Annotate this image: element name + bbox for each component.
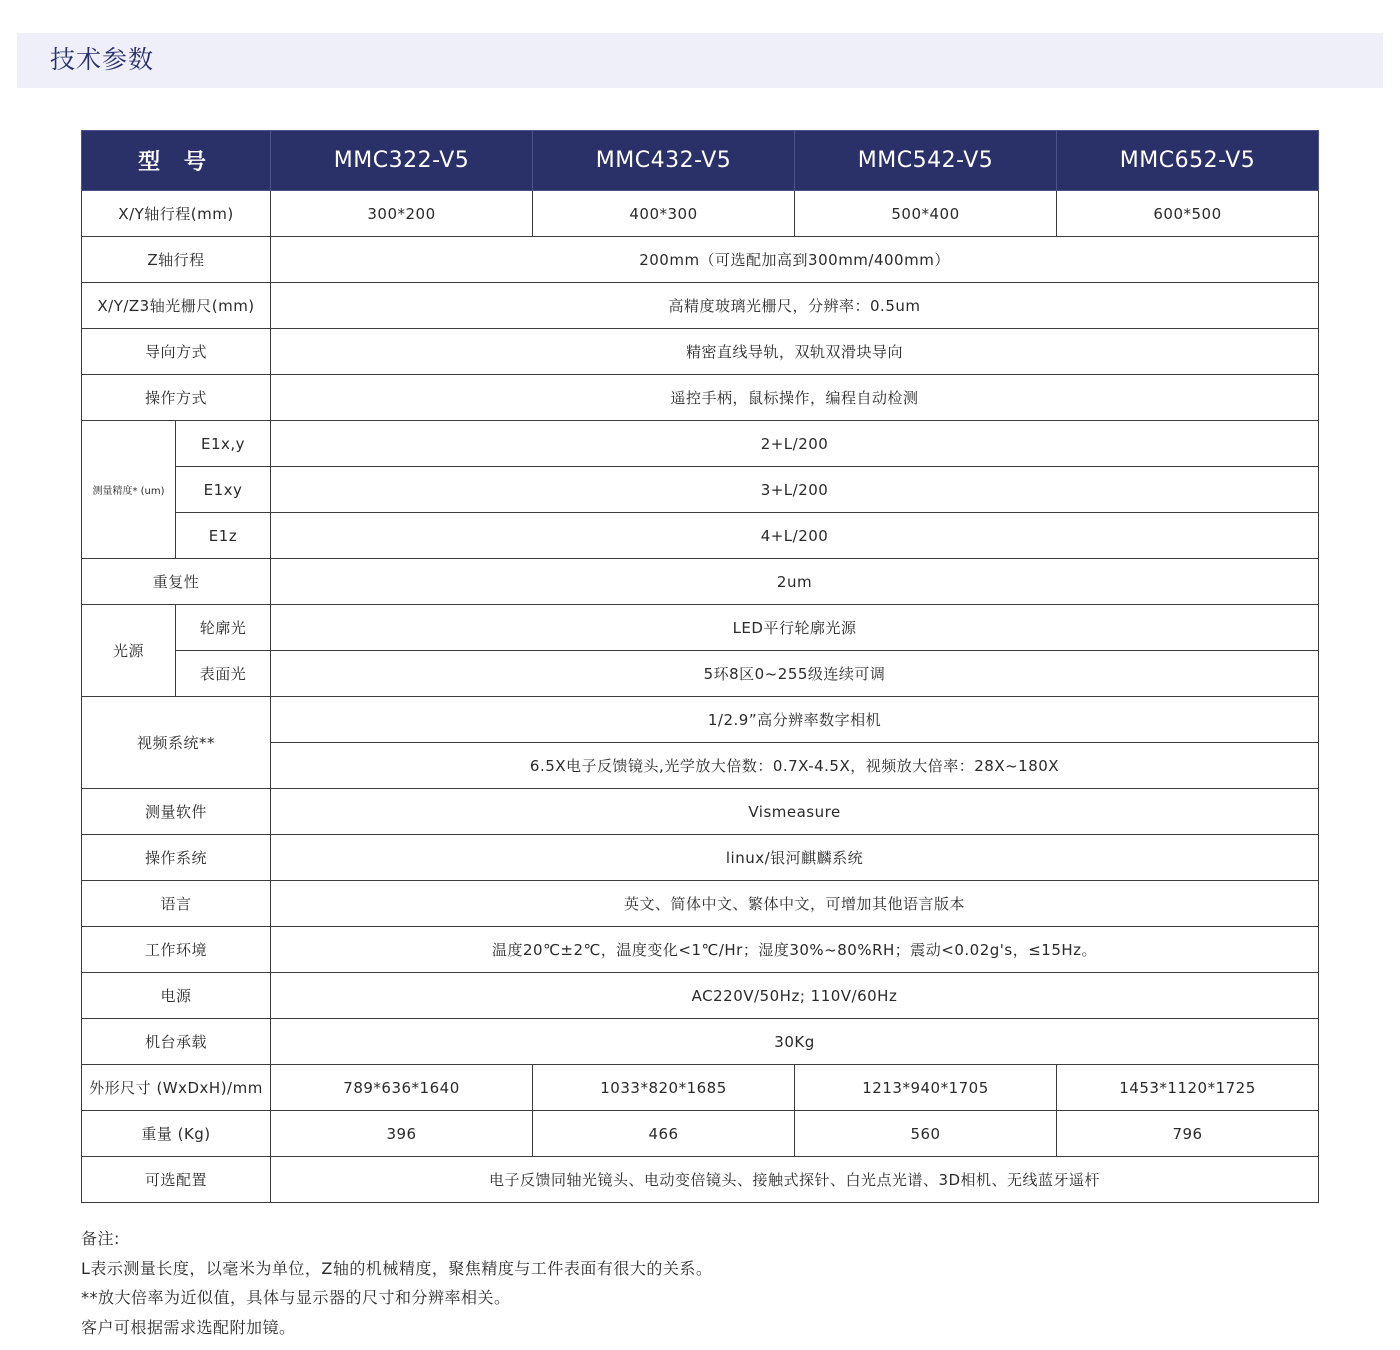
cell-value: 466 [533, 1111, 795, 1157]
cell-value: 796 [1057, 1111, 1319, 1157]
row-os [82, 835, 1319, 881]
row-sublabel: E1x,y [176, 421, 271, 467]
note-line: 客户可根据需求选配附加镜。 [81, 1317, 296, 1337]
notes-heading: 备注: [81, 1229, 120, 1248]
row-operation [82, 375, 1319, 421]
cell-value: linux/银河麒麟系统 [271, 835, 1319, 881]
row-accuracy-3 [82, 513, 1319, 559]
row-dimensions [82, 1065, 1319, 1111]
row-sublabel: 表面光 [176, 651, 271, 697]
cell-value: 精密直线导轨，双轨双滑块导向 [271, 329, 1319, 375]
cell-value: 300*200 [271, 191, 533, 237]
row-language [82, 881, 1319, 927]
row-z-travel [82, 237, 1319, 283]
row-label: 电源 [82, 973, 271, 1019]
cell-value: 200mm（可选配加高到300mm/400mm） [271, 237, 1319, 283]
row-load [82, 1019, 1319, 1065]
row-guide [82, 329, 1319, 375]
cell-value: 2um [271, 559, 1319, 605]
row-environment [82, 927, 1319, 973]
row-video-1 [82, 697, 1319, 743]
section-title: 技术参数 [50, 45, 155, 74]
row-label: 导向方式 [82, 329, 271, 375]
row-grating [82, 283, 1319, 329]
cell-value: 高精度玻璃光栅尺，分辨率：0.5um [271, 283, 1319, 329]
note-line: **放大倍率为近似值，具体与显示器的尺寸和分辨率相关。 [81, 1288, 511, 1307]
row-weight [82, 1111, 1319, 1157]
row-sublabel: 轮廓光 [176, 605, 271, 651]
row-label: 机台承载 [82, 1019, 271, 1065]
row-label: 可选配置 [82, 1157, 271, 1203]
row-label: X/Y/Z3轴光栅尺(mm) [82, 283, 271, 329]
cell-value: 5环8区0~255级连续可调 [271, 651, 1319, 697]
row-label: 语言 [82, 881, 271, 927]
video-group-label: 视频系统** [82, 697, 271, 789]
row-accuracy-2 [82, 467, 1319, 513]
cell-value: 789*636*1640 [271, 1065, 533, 1111]
row-light-1 [82, 605, 1319, 651]
row-label: 操作系统 [82, 835, 271, 881]
row-sublabel: E1z [176, 513, 271, 559]
model-col-2: MMC432-V5 [533, 131, 795, 191]
row-label: X/Y轴行程(mm) [82, 191, 271, 237]
row-sublabel: E1xy [176, 467, 271, 513]
cell-value: LED平行轮廓光源 [271, 605, 1319, 651]
cell-value: 1/2.9”高分辨率数字相机 [271, 697, 1319, 743]
row-label: 重复性 [82, 559, 271, 605]
row-label: Z轴行程 [82, 237, 271, 283]
cell-value: 560 [795, 1111, 1057, 1157]
model-col-3: MMC542-V5 [795, 131, 1057, 191]
cell-value: 500*400 [795, 191, 1057, 237]
cell-value: 4+L/200 [271, 513, 1319, 559]
cell-value: 温度20℃±2℃，温度变化<1℃/Hr；湿度30%~80%RH；震动<0.02g's，≤15Hz。 [271, 927, 1319, 973]
cell-value: 1033*820*1685 [533, 1065, 795, 1111]
cell-value: 600*500 [1057, 191, 1319, 237]
cell-value: Vismeasure [271, 789, 1319, 835]
cell-value: 2+L/200 [271, 421, 1319, 467]
row-label: 操作方式 [82, 375, 271, 421]
row-label: 重量 (Kg) [82, 1111, 271, 1157]
cell-value: 30Kg [271, 1019, 1319, 1065]
row-xy-travel [82, 191, 1319, 237]
row-label: 工作环境 [82, 927, 271, 973]
table-header-row [82, 131, 1319, 191]
cell-value: 396 [271, 1111, 533, 1157]
row-options [82, 1157, 1319, 1203]
section-header [17, 33, 1383, 88]
cell-value: 电子反馈同轴光镜头、电动变倍镜头、接触式探针、白光点光谱、3D相机、无线蓝牙遥杆 [271, 1157, 1319, 1203]
cell-value: 1213*940*1705 [795, 1065, 1057, 1111]
spec-table [81, 130, 1319, 1203]
row-label: 外形尺寸 (WxDxH)/mm [82, 1065, 271, 1111]
cell-value: 3+L/200 [271, 467, 1319, 513]
row-power [82, 973, 1319, 1019]
row-software [82, 789, 1319, 835]
accuracy-group-label: 测量精度* (um) [82, 421, 176, 559]
row-label: 测量软件 [82, 789, 271, 835]
cell-value: 英文、简体中文、繁体中文，可增加其他语言版本 [271, 881, 1319, 927]
model-col-4: MMC652-V5 [1057, 131, 1319, 191]
note-line: L表示测量长度，以毫米为单位，Z轴的机械精度，聚焦精度与工件表面有很大的关系。 [81, 1258, 713, 1278]
light-group-label: 光源 [82, 605, 176, 697]
row-light-2 [82, 651, 1319, 697]
model-header: 型 号 [82, 131, 271, 191]
cell-value: 6.5X电子反馈镜头,光学放大倍数：0.7X-4.5X，视频放大倍率：28X~180X [271, 743, 1319, 789]
row-accuracy-1 [82, 421, 1319, 467]
cell-value: 1453*1120*1725 [1057, 1065, 1319, 1111]
cell-value: 遥控手柄，鼠标操作，编程自动检测 [271, 375, 1319, 421]
model-col-1: MMC322-V5 [271, 131, 533, 191]
cell-value: 400*300 [533, 191, 795, 237]
row-repeatability [82, 559, 1319, 605]
notes [81, 1224, 712, 1342]
cell-value: AC220V/50Hz; 110V/60Hz [271, 973, 1319, 1019]
